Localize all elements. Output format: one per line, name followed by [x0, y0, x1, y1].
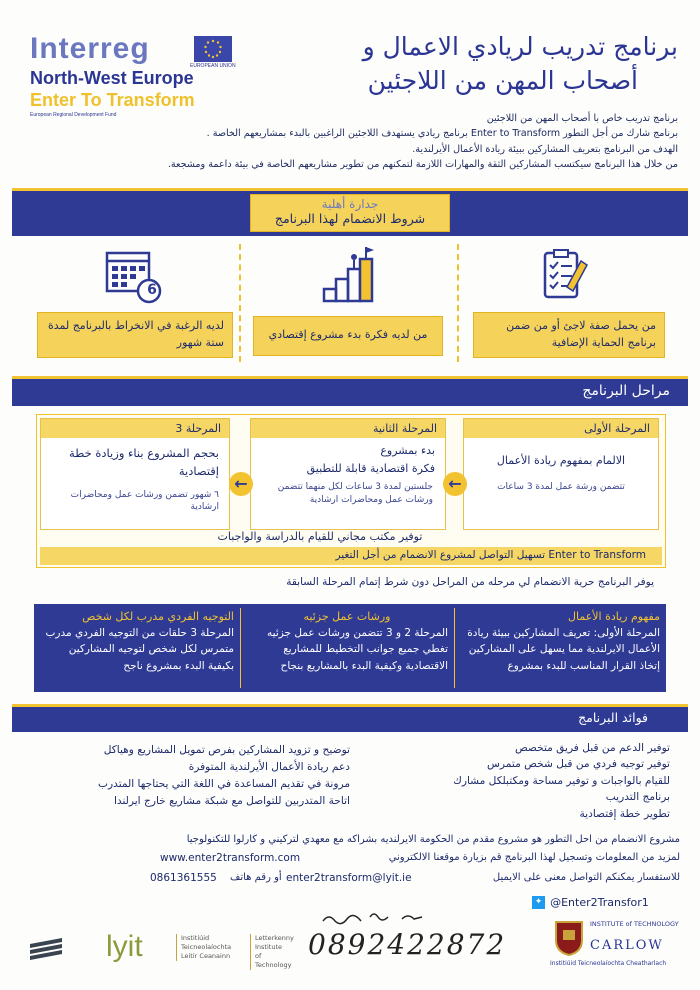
region-name: North-West Europe: [30, 68, 194, 88]
stage-title: المرحلة الثانية: [251, 419, 445, 438]
stages-note: يوفر البرنامج حرية الانضمام لي مرحله من المراحل دون شرط إتمام المرحلة السابقة: [286, 576, 654, 588]
lyit-mark-icon: [28, 936, 64, 960]
eu-label: EUROPEAN UNION: [190, 63, 236, 69]
benefit-item: اتاحة المتدربين للتواصل مع شبكة مشاريع خارج ايرلندا: [113, 794, 350, 807]
intro-text: [18, 111, 678, 172]
eligibility-item: [37, 312, 233, 358]
arrow-left-icon[interactable]: ←: [443, 472, 467, 496]
facilitation-text: Enter to Transform تسهيل التواصل لمشروع الانضمام من أجل التغير: [335, 549, 646, 561]
eligibility-item: [473, 312, 665, 358]
footer-line-1: مشروع الانضمام من احل التطور هو مشروع مقدم من الحكومة الايرلنديه بشراكه مع معهدي لتركيني و كارلوا للتكنولوجيا: [186, 834, 680, 845]
eligibility-label-box: [250, 194, 450, 232]
footer-line-3: [150, 872, 680, 888]
dash-divider: [239, 244, 241, 362]
features-divider: [454, 608, 455, 688]
eu-flag-icon: [194, 36, 232, 62]
stage-main: بدء بمشروع فكرة اقتصادية قابلة للتطبيق: [306, 444, 435, 475]
phone-number[interactable]: 0861361555: [150, 872, 217, 884]
lyit-en-line: Letterkenny: [255, 934, 294, 942]
checklist-icon: [537, 247, 593, 303]
title-line-1: برنامج تدريب لريادي الاعمال و: [362, 32, 678, 61]
feature-title: ورشات عمل جزئيه: [303, 610, 391, 623]
page-title: [278, 30, 678, 98]
lyit-en-line: of Technology: [255, 952, 292, 970]
footer-contact-text: للاستفسار يمكنكم التواصل معنى على الايميل: [492, 872, 680, 883]
lyit-english: [250, 934, 294, 970]
stage-sub: ٦ شهور تضمن ورشات عمل ومحاضرات ارشادية: [70, 489, 219, 513]
stage-panel-1: [463, 418, 659, 530]
stage-sub: جلستين لمدة 3 ساعات لكل منهما تتضمن ورشات عمل ومحاضرات ارشادية: [277, 482, 433, 505]
benefits-left: [40, 742, 350, 810]
twitter-icon: ✦: [532, 896, 545, 909]
lyit-ga-line: Teicneolaíochta: [181, 943, 232, 952]
footer-info-text: لمزيد من المعلومات وتسجيل لهذا البرنامج قم بزيارة موقعنا الالكتروني: [388, 852, 680, 863]
features-divider: [240, 608, 241, 688]
benefit-item: توفير توجيه فردي من قبل شخص متمرس: [487, 758, 670, 771]
lyit-en-line: Institute: [255, 943, 282, 952]
feature-body: المرحلة الأولى: تعريف المشاركين ببيئة ريادة الأعمال الايرلندية مما يسهل على المشاركين إتخاذ القرار المناسب للبدء بمشروع: [467, 627, 660, 672]
eligibility-item: [253, 316, 443, 356]
phone-label: أو رقم هاتف: [230, 872, 282, 883]
email-link[interactable]: enter2transform@lyit.ie: [286, 872, 412, 884]
eligibility-label-top: جدارة أهلية: [321, 197, 379, 211]
eligibility-text: لديه الرغبة في الانخراط بالبرنامج لمدة ستة شهور: [47, 319, 224, 349]
lyit-ga-line: Institiúid: [181, 934, 210, 942]
twitter-handle-text: @Enter2Transfor1: [550, 896, 649, 909]
stairs-flag-icon: [318, 245, 378, 305]
calendar-badge: 6: [147, 282, 157, 298]
benefit-item: برنامج التدريب: [605, 791, 670, 804]
feature-column: [462, 608, 660, 674]
project-name: Enter To Transform: [30, 90, 195, 110]
eligibility-text: من لديه فكرة بدء مشروع إقتصادي: [268, 328, 428, 341]
carlow-irish: Institiúid Teicneolaíochta Cheatharlach: [550, 960, 667, 967]
arrow-left-icon[interactable]: ←: [229, 472, 253, 496]
benefit-item: تطوير خطة إقتصادية: [579, 807, 670, 820]
stage-sub: تتضمن ورشة عمل لمدة 3 ساعات: [497, 482, 625, 492]
eligibility-text: من يحمل صفة لاجئ أو من ضمن برنامج الحماية الإضافية: [506, 319, 656, 349]
handwritten-scribble: [318, 907, 468, 929]
lyit-logo: [28, 930, 294, 970]
intro-line: برنامج تدريب خاص با أصحاب المهن من اللاجئين: [486, 113, 678, 124]
stages-header: مراحل البرنامج: [582, 383, 670, 399]
stage-title: المرحلة 3: [41, 419, 229, 438]
benefit-item: للقيام بالواجبات و توفير مساحة ومكتبلكل مشارك: [453, 774, 670, 787]
stage-panel-2: [250, 418, 446, 530]
feature-column: [42, 608, 234, 674]
title-line-2: أصحاب المهن من اللاجئين: [367, 65, 638, 95]
office-provision: توفير مكتب مجاني للقيام بالدراسة والواجبات: [217, 530, 423, 543]
lyit-ga-line: Leitir Ceanainn: [181, 952, 231, 961]
eligibility-label-main: شروط الانضمام لهذا البرنامج: [274, 211, 426, 226]
stage-main: بحجم المشروع بناء وزيادة خطة إقتصادية: [69, 446, 219, 479]
feature-title: التوجيه الفردي مدرب لكل شخص: [82, 610, 234, 623]
feature-column: [246, 608, 448, 674]
lyit-irish: [176, 934, 231, 961]
intro-line: الهدف من البرنامج بتعريف المشاركين ببيئة ريادة الأعمال الأيرلندية.: [412, 143, 678, 155]
lyit-wordmark: lyit: [106, 930, 143, 963]
carlow-logo: [550, 918, 690, 978]
website-link[interactable]: www.enter2transform.com: [160, 852, 301, 864]
carlow-top: INSTITUTE of TECHNOLOGY: [590, 920, 679, 928]
benefit-item: دعم ريادة الأعمال الأيرلندية المتوفرة: [188, 760, 350, 773]
feature-title: مفهوم ريادة الأعمال: [568, 610, 660, 623]
feature-body: المرحلة 2 و 3 تتضمن ورشات عمل جزئيه تغطي جميع جوانب التخطيط للمشاريع الاقتصادية وكيفية البدء بالمشاريع بنجاح: [267, 627, 448, 672]
stage-title: المرحلة الأولى: [464, 419, 658, 438]
interreg-wordmark: Interreg: [30, 32, 150, 65]
stage-main: الالمام بمفهوم ريادة الأعمال: [496, 454, 626, 467]
twitter-handle[interactable]: [532, 892, 649, 910]
intro-line: من خلال هذا البرنامج سيكتسب المشاركين الثقة والمهارات اللازمة لتمكنهم من تطوير مشاريعهم الخاصة في بيئة داعمة ومشجعة.: [167, 159, 678, 171]
dash-divider: [457, 244, 459, 362]
stage-panel-3: [40, 418, 230, 530]
carlow-crest-icon: [554, 920, 584, 956]
benefits-header: فوائد البرنامج: [578, 710, 648, 725]
intro-line: برنامج شارك من أجل التطور Enter to Transform برنامج ريادي يستهدف اللاجئين الراغبين بالبدء بمشاريعهم الخاصة .: [206, 128, 678, 140]
footer-line-2: [130, 852, 680, 868]
benefit-item: توفير الدعم من قبل فريق متخصص: [514, 742, 670, 754]
fund-name: European Regional Development Fund: [30, 112, 117, 118]
benefit-item: مرونة في تقديم المساعدة في اللغة التي يحتاجها المتدرب: [98, 777, 350, 790]
carlow-name: CARLOW: [590, 938, 664, 953]
handwritten-phone: 0892422872: [308, 928, 507, 961]
benefit-item: توضيح و تزويد المشاركين بفرص تمويل المشاريع وهياكل: [103, 744, 350, 756]
benefits-right: [380, 740, 670, 822]
feature-body: المرحلة 3 حلقات من التوجيه الفردي مدرب متمرس لكل شخص لتوجيه المشاركين بكيفية البدء بمشروع ناجح: [45, 627, 234, 672]
